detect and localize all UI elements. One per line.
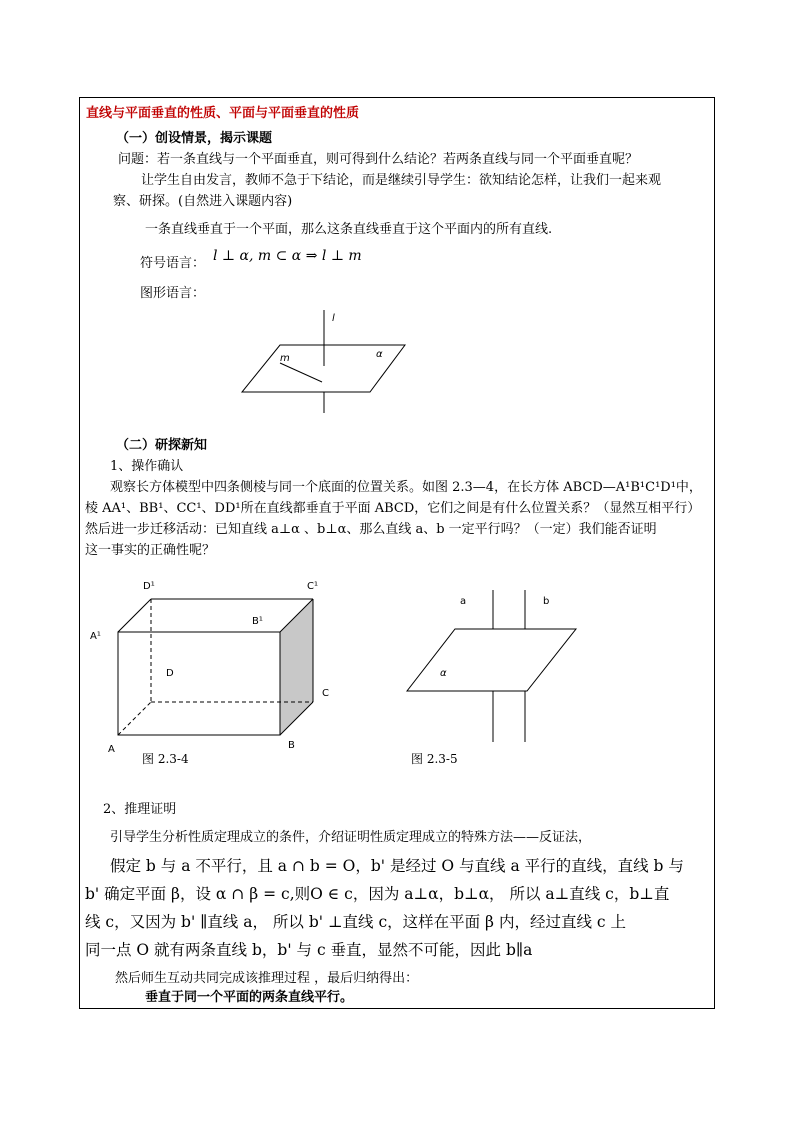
vertex-A: A xyxy=(108,744,115,755)
paragraph-line: 引导学生分析性质定理成立的条件，介绍证明性质定理成立的特殊方法——反证法， xyxy=(110,830,592,845)
subsection-1: 1、操作确认 xyxy=(110,459,184,474)
question-text: 问题：若一条直线与一个平面垂直，则可得到什么结论？若两条直线与同一个平面垂直呢？ xyxy=(118,152,639,167)
paragraph-line: 然后进一步迁移活动：已知直线 a⊥α 、b⊥α、那么直线 a、b 一定平行吗？（一定）我们能否证明 xyxy=(85,522,657,537)
vertex-B: B xyxy=(288,740,295,751)
label-alpha-2: α xyxy=(440,668,447,679)
subsection-2: 2、推理证明 xyxy=(103,802,177,817)
theorem-statement: 一条直线垂直于一个平面，那么这条直线垂直于这个平面内的所有直线. xyxy=(145,222,553,237)
paragraph-line: 让学生自由发言，教师不急于下结论，而是继续引导学生：欲知结论怎样，让我们一起来观 xyxy=(141,173,662,188)
vertex-D: D xyxy=(166,668,174,679)
label-alpha: α xyxy=(376,349,383,360)
symbol-expression: l ⊥ α, m ⊂ α ⇒ l ⊥ m xyxy=(213,248,362,264)
conclusion-text: 垂直于同一个平面的两条直线平行。 xyxy=(145,990,354,1005)
figure-label: 图形语言： xyxy=(140,286,206,301)
label-b: b xyxy=(543,596,550,607)
section2-heading: （二）研探新知 xyxy=(116,438,208,453)
proof-line: 同一点 O 就有两条直线 b，b' 与 c 垂直，显然不可能，因此 b∥a xyxy=(85,941,533,959)
vertex-A1: A¹ xyxy=(90,631,101,642)
symbol-label: 符号语言： xyxy=(140,256,206,271)
label-l: l xyxy=(332,313,335,324)
section1-heading: （一）创设情景，揭示课题 xyxy=(116,131,273,146)
proof-line: b' 确定平面 β，设 α ∩ β = c,则O ∈ c，因为 a⊥α，b⊥α， 所以 a⊥直线 c，b⊥直 xyxy=(85,885,670,903)
paragraph-line: 然后师生互动共同完成该推理过程 ，最后归纳得出： xyxy=(115,971,419,986)
figure-caption: 图 2.3-4 xyxy=(142,752,189,766)
vertex-C1: C¹ xyxy=(307,581,318,592)
paragraph-line: 棱 AA¹、BB¹、CC¹、DD¹所在直线都垂直于平面 ABCD，它们之间是有什么位置关系？（显然互相平行） xyxy=(85,501,701,516)
proof-line: 线 c，又因为 b' ∥直线 a， 所以 b' ⊥直线 c，这样在平面 β 内，经过直线 c 上 xyxy=(85,913,626,931)
paragraph-line: 观察长方体模型中四条侧棱与同一个底面的位置关系。如图 2.3—4，在长方体 ABCD—A¹B¹C¹D¹中， xyxy=(110,480,702,495)
vertex-B1: B¹ xyxy=(252,616,263,627)
proof-line: 假定 b 与 a 不平行，且 a ∩ b = O，b' 是经过 O 与直线 a 平行的直线，直线 b 与 xyxy=(110,857,684,875)
paragraph-line: 察、研探。(自然进入课题内容) xyxy=(113,194,293,209)
label-a: a xyxy=(460,596,467,607)
plane-alpha-2 xyxy=(407,629,576,691)
label-m: m xyxy=(280,353,290,364)
figure-caption: 图 2.3-5 xyxy=(411,752,458,766)
vertex-C: C xyxy=(322,688,329,699)
paragraph-line: 这一事实的正确性呢？ xyxy=(85,543,216,558)
vertex-D1: D¹ xyxy=(143,581,155,592)
page-title: 直线与平面垂直的性质、平面与平面垂直的性质 xyxy=(86,106,360,121)
